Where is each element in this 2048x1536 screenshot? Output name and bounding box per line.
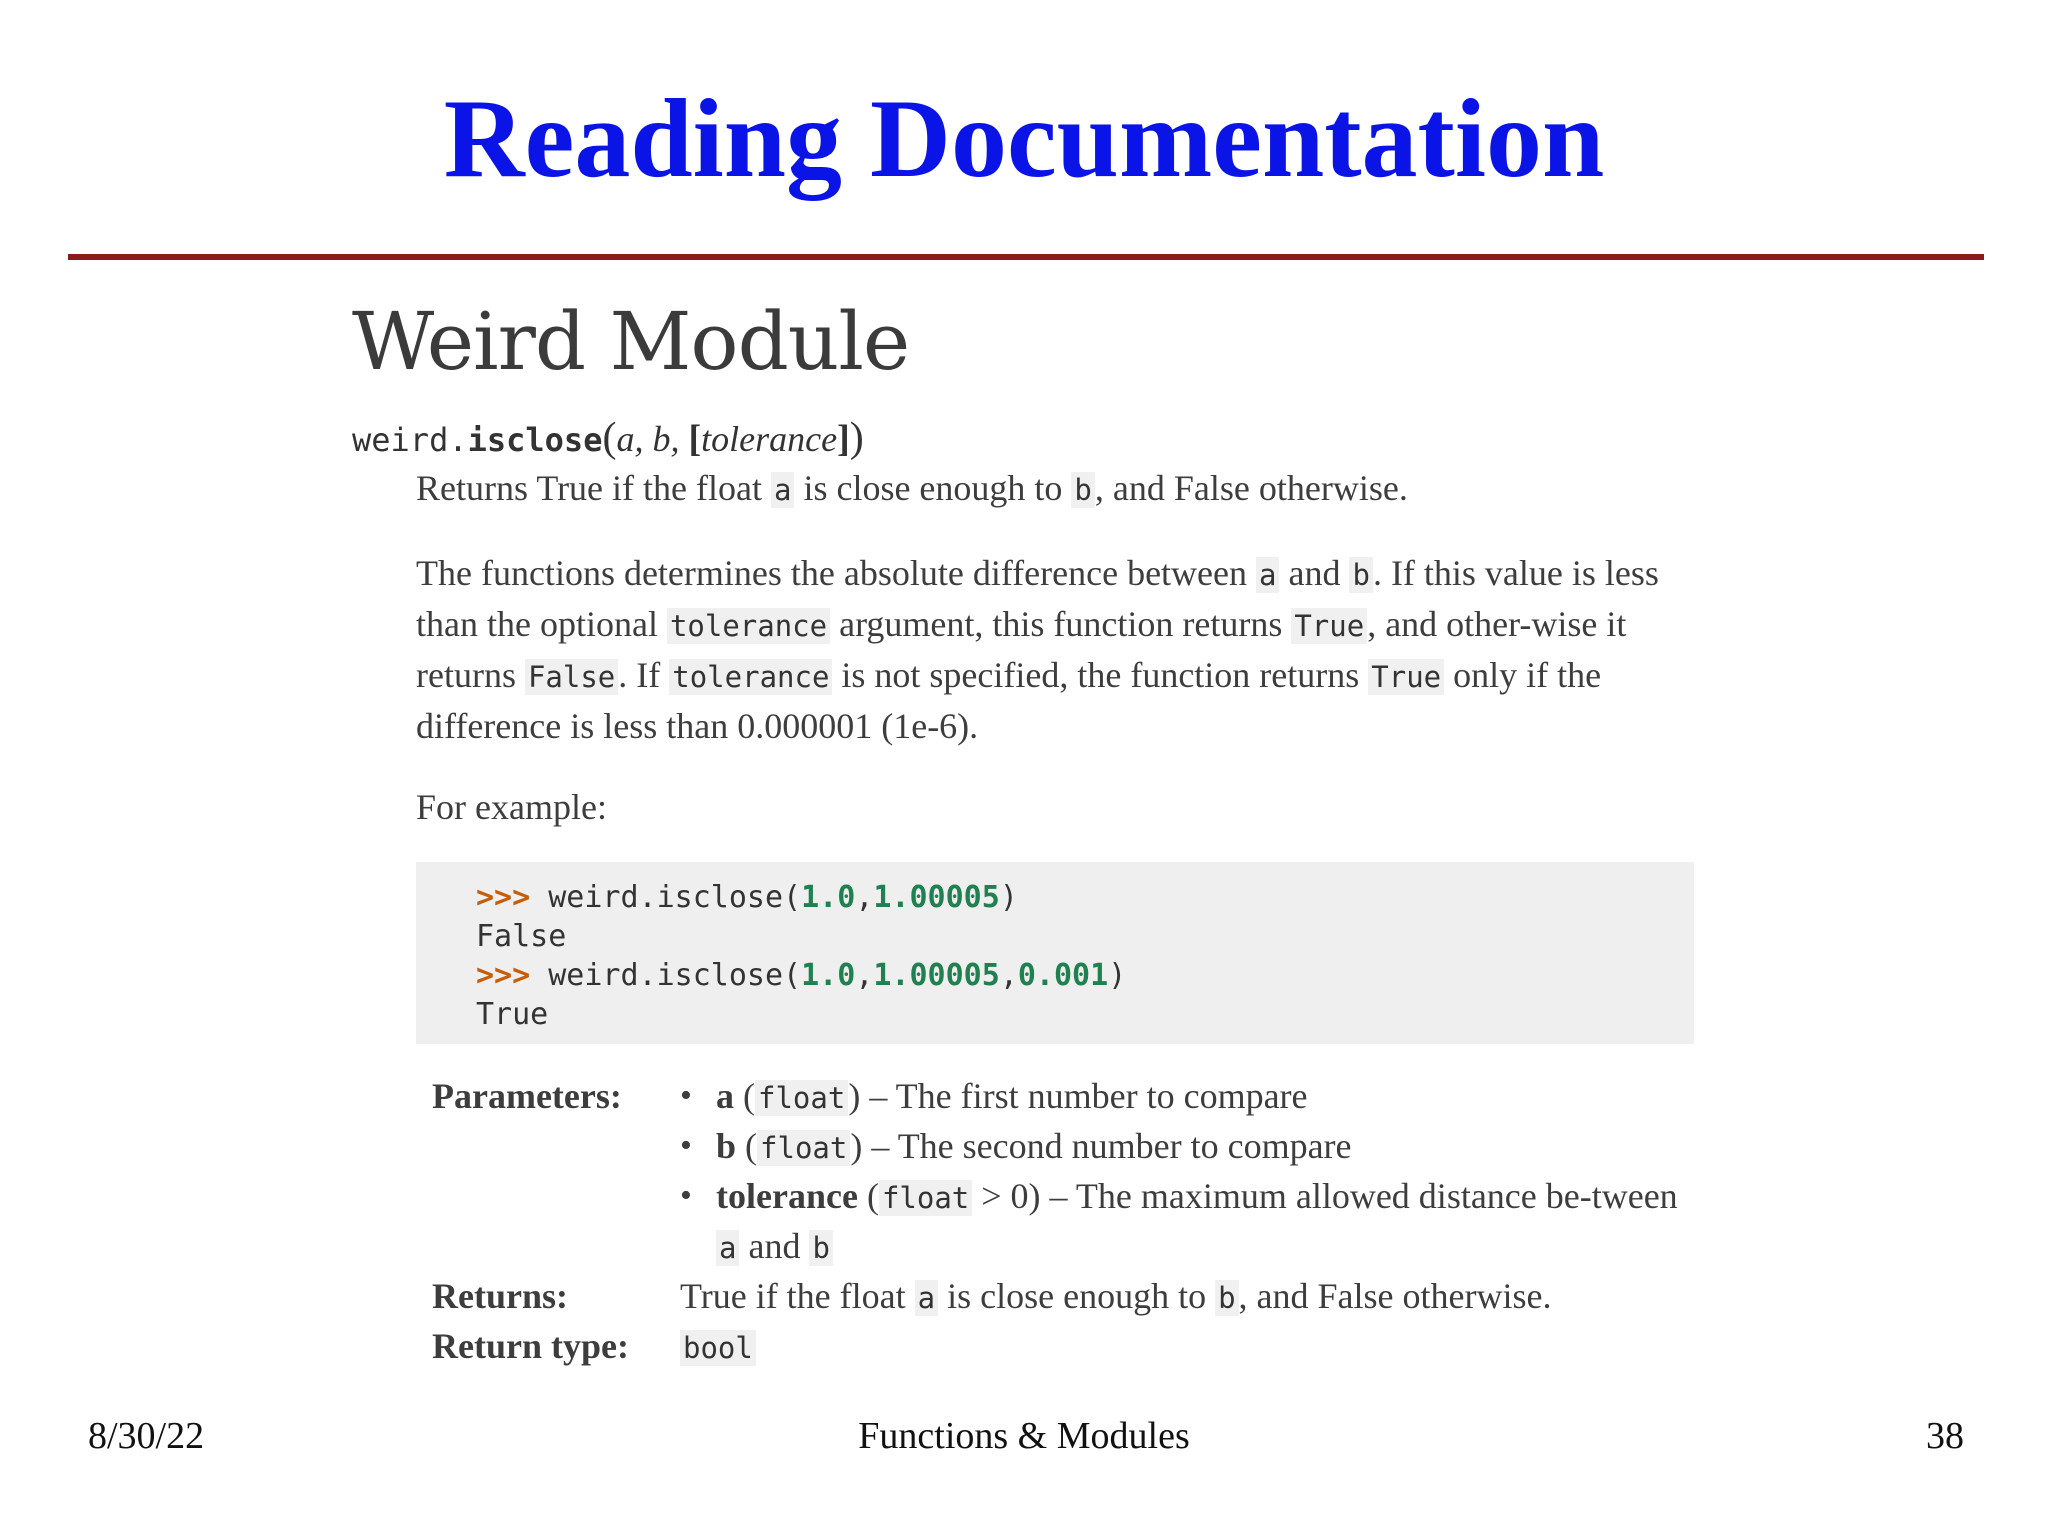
parameters-row	[432, 1072, 1702, 1272]
parameter-item	[680, 1172, 1702, 1272]
returns-label: Returns:	[432, 1276, 568, 1316]
parameter-paren: (	[734, 1076, 755, 1116]
code-call: weird.isclose(	[530, 958, 802, 993]
parameter-item	[680, 1072, 1702, 1122]
return-type-label: Return type:	[432, 1326, 629, 1366]
inline-code: a	[915, 1280, 938, 1316]
inline-code: True	[1368, 659, 1444, 695]
code-number: 1.0	[801, 958, 856, 993]
parameter-type: float	[757, 1130, 850, 1166]
returns-description	[680, 1272, 1702, 1322]
summary-paragraph	[416, 464, 1702, 515]
parameter-item	[680, 1122, 1702, 1172]
summary-text: is close enough to	[794, 468, 1072, 508]
code-call: weird.isclose(	[530, 880, 802, 915]
description-paragraph	[416, 549, 1702, 751]
signature-function-name: isclose	[467, 421, 603, 459]
code-number: 1.00005	[873, 880, 1000, 915]
inline-code: b	[1349, 557, 1372, 593]
title-divider	[68, 254, 1984, 260]
code-number: 1.00005	[873, 958, 1000, 993]
signature-optional-arg: tolerance	[701, 419, 838, 459]
returns-text: True if the float	[680, 1276, 915, 1316]
inline-code: a	[716, 1230, 739, 1266]
signature-close-paren: )	[849, 415, 864, 461]
function-description	[416, 464, 1702, 1044]
description-text: , and other-wise it returns	[416, 604, 1627, 695]
returns-text: is close enough to	[938, 1276, 1216, 1316]
summary-text: , and False otherwise.	[1094, 468, 1408, 508]
inline-code: a	[1256, 557, 1279, 593]
returns-text: , and False otherwise.	[1238, 1276, 1552, 1316]
code-prompt: >>>	[476, 880, 531, 915]
inline-code: b	[1071, 472, 1094, 508]
inline-code: False	[525, 659, 618, 695]
signature-bracket-close: ]	[837, 418, 850, 460]
return-type-value: bool	[680, 1330, 756, 1366]
code-output: False	[476, 919, 567, 954]
return-type-row	[432, 1322, 1702, 1372]
code-comma: ,	[999, 958, 1018, 993]
code-prompt: >>>	[476, 958, 531, 993]
code-line	[476, 878, 1694, 917]
code-comma: ,	[855, 958, 874, 993]
parameter-paren: (	[857, 1176, 879, 1216]
code-line	[476, 956, 1694, 995]
parameter-name: a	[716, 1076, 734, 1116]
parameter-paren: )	[848, 1076, 861, 1116]
returns-row	[432, 1272, 1702, 1322]
code-example-block	[416, 862, 1694, 1044]
parameter-name: tolerance	[716, 1176, 858, 1216]
example-intro: For example:	[416, 787, 607, 827]
description-text: The functions determines the absolute difference between	[416, 553, 1257, 593]
parameters-label: Parameters:	[432, 1076, 622, 1116]
documentation-excerpt	[352, 296, 1702, 1372]
inline-code: a	[771, 472, 794, 508]
inline-code: b	[809, 1230, 832, 1266]
inline-code: tolerance	[669, 659, 832, 695]
parameter-paren: (	[736, 1126, 758, 1166]
footer-title: Functions & Modules	[858, 1415, 1190, 1457]
slide-title: Reading Documentation	[443, 77, 1605, 201]
summary-text: Returns True if the float	[416, 468, 771, 508]
code-close: )	[999, 880, 1018, 915]
code-output: True	[476, 997, 549, 1032]
parameter-paren: )	[850, 1126, 863, 1166]
signature-args: a, b,	[616, 419, 689, 459]
module-title: Weird Module	[352, 295, 910, 388]
description-text: . If	[618, 655, 670, 695]
function-signature	[352, 414, 1702, 462]
inline-code: tolerance	[667, 608, 830, 644]
signature-bracket-open: [	[688, 418, 702, 460]
code-number: 1.0	[801, 880, 856, 915]
footer-date: 8/30/22	[88, 1415, 205, 1457]
signature-module: weird.	[352, 421, 468, 459]
parameter-paren: > 0)	[972, 1176, 1041, 1216]
parameter-list	[680, 1072, 1702, 1272]
parameter-type: float	[879, 1180, 972, 1216]
page-number: 38	[1926, 1415, 1964, 1457]
parameter-description: – The second number to compare	[862, 1126, 1352, 1166]
description-text: . If this value is less than the optional	[416, 553, 1659, 644]
signature-open-paren: (	[602, 415, 617, 461]
parameter-description: and	[739, 1226, 810, 1266]
code-comma: ,	[855, 880, 874, 915]
description-text: only if the difference is less than 0.000001 (1e-6).	[416, 655, 1602, 746]
parameter-description: – The maximum allowed distance be-tween	[1040, 1176, 1678, 1216]
parameter-name: b	[716, 1126, 737, 1166]
inline-code: True	[1291, 608, 1367, 644]
description-text: is not specified, the function returns	[832, 655, 1369, 695]
code-number: 0.001	[1017, 958, 1109, 993]
field-list	[432, 1072, 1702, 1372]
inline-code: b	[1215, 1280, 1238, 1316]
parameter-description: – The first number to compare	[860, 1076, 1308, 1116]
description-text: and	[1279, 553, 1350, 593]
description-text: argument, this function returns	[830, 604, 1292, 644]
code-close: )	[1108, 958, 1127, 993]
parameter-type: float	[755, 1080, 848, 1116]
